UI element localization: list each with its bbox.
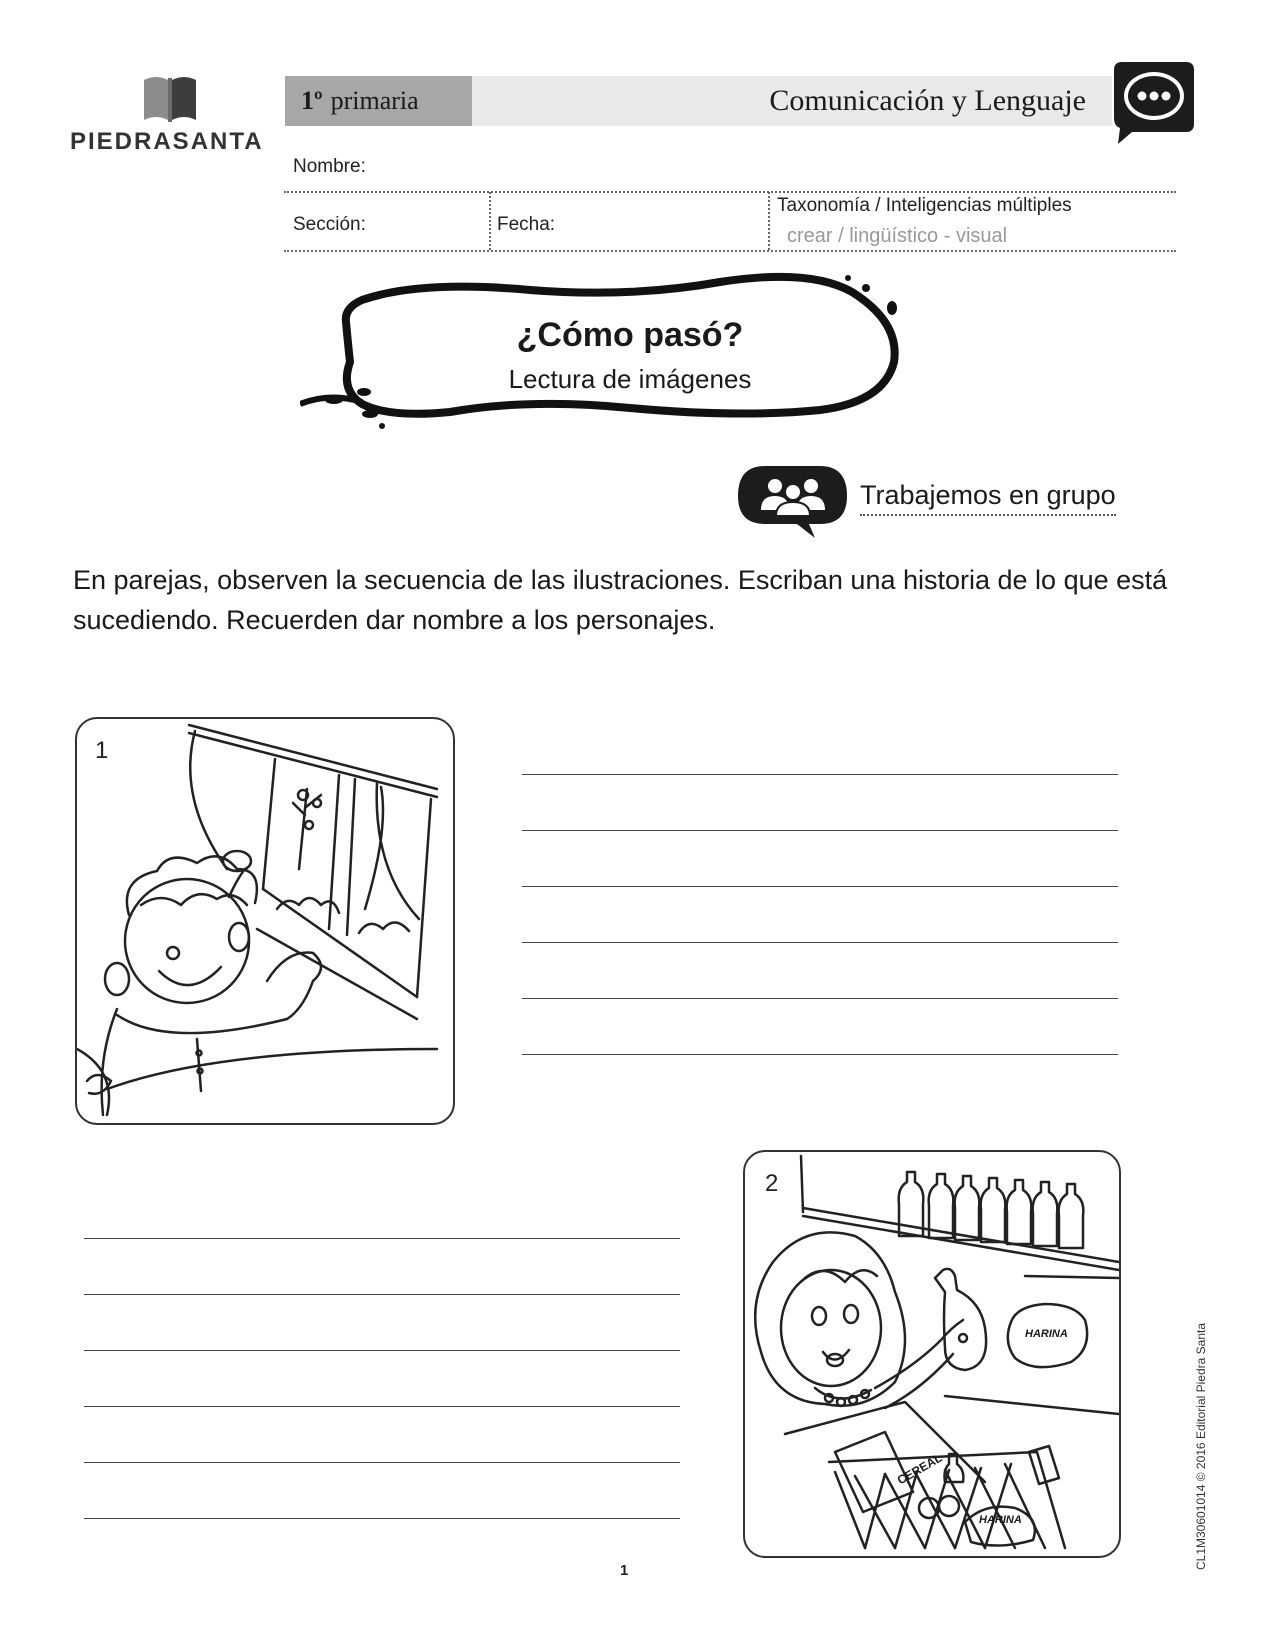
boy-waking-up-illustration: [77, 719, 453, 1123]
grade-number: 1º: [301, 86, 323, 115]
speech-bubble-icon: [1112, 58, 1196, 146]
subject-title: Comunicación y Lenguaje: [472, 76, 1112, 126]
copyright-notice: CL1M30601014 © 2016 Editorial Piedra Santa: [1194, 1322, 1208, 1570]
flour-sack-label: HARINA: [1025, 1328, 1068, 1340]
writing-line[interactable]: [522, 942, 1118, 943]
activity-title: ¿Cómo pasó?: [516, 316, 744, 354]
illustration-panel-1: [75, 717, 455, 1125]
writing-line[interactable]: [84, 1294, 680, 1295]
section-field-label: Sección:: [293, 214, 366, 235]
cereal-box-label: CEREAL: [894, 1450, 945, 1488]
flour-bag-label: HARINA: [979, 1514, 1022, 1526]
group-work-label: Trabajemos en grupo: [860, 480, 1116, 516]
page-number: 1: [620, 1562, 629, 1579]
instructions-text: En parejas, observen la secuencia de las ilustraciones. Escriban una historia de lo que está sucediendo. Recuerden dar nombre a los personajes.: [73, 565, 1168, 635]
form-divider: [768, 192, 770, 250]
taxonomy-label: Taxonomía / Inteligencias múltiples: [777, 195, 1072, 216]
illustration-panel-2: [743, 1150, 1121, 1558]
grade-level: primaria: [330, 86, 419, 115]
grade-label: [285, 76, 472, 126]
writing-line[interactable]: [522, 774, 1118, 775]
date-field-label: Fecha:: [497, 214, 556, 235]
writing-line[interactable]: [522, 886, 1118, 887]
panel-number: 1: [95, 737, 109, 764]
activity-subtitle: Lectura de imágenes: [508, 364, 752, 394]
panel-number: 2: [765, 1170, 779, 1197]
group-people-icon: [735, 462, 850, 540]
writing-line[interactable]: [522, 998, 1118, 999]
writing-line[interactable]: [84, 1350, 680, 1351]
name-field-label: Nombre:: [293, 156, 366, 177]
writing-line[interactable]: [522, 830, 1118, 831]
taxonomy-value: crear / lingüístico - visual: [787, 225, 1008, 247]
form-divider: [284, 191, 1176, 193]
writing-line[interactable]: [84, 1462, 680, 1463]
form-divider: [284, 250, 1176, 252]
writing-line[interactable]: [522, 1054, 1118, 1055]
writing-line[interactable]: [84, 1238, 680, 1239]
form-divider: [489, 192, 491, 250]
piedrasanta-logo-icon: [140, 72, 200, 124]
girl-shopping-illustration: [745, 1152, 1119, 1556]
writing-line[interactable]: [84, 1406, 680, 1407]
writing-line[interactable]: [84, 1518, 680, 1519]
brand-logo-text: PIEDRASANTA: [70, 128, 264, 155]
